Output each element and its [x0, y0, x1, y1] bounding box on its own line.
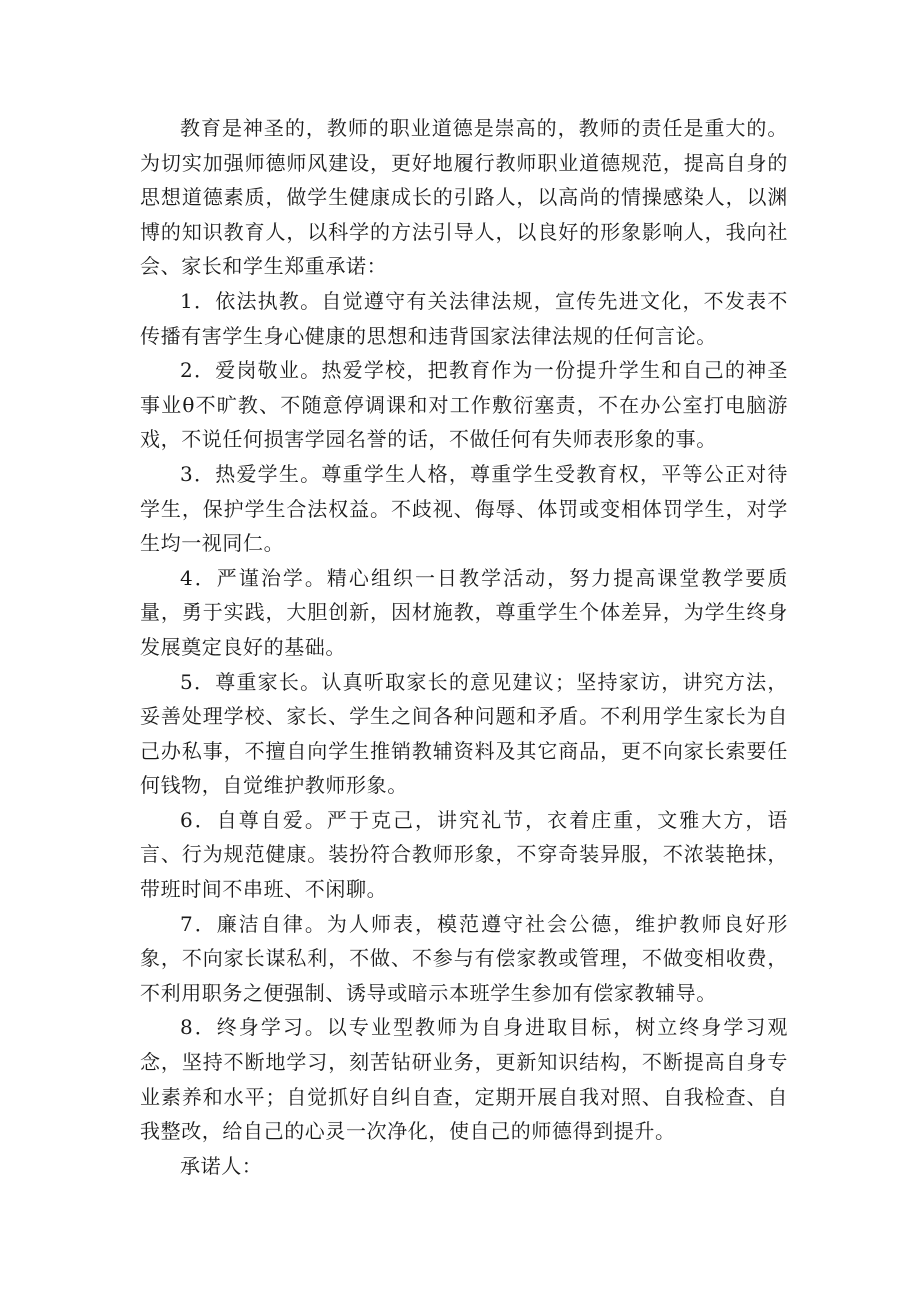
- pledge-item-8: 8．终身学习。以专业型教师为自身进取目标，树立终身学习观念，坚持不断地学习，刻苦钻研业务，更新知识结构，不断提高自身专业素养和水平；自觉抓好自纠自查，定期开展自我对照、自我检查、自我整改，给自己的心灵一次净化，使自己的师德得到提升。: [140, 1015, 788, 1144]
- pledge-item-5: 5．尊重家长。认真听取家长的意见建议；坚持家访，讲究方法，妥善处理学校、家长、学生之间各种问题和矛盾。不利用学生家长为自己办私事，不擅自向学生推销教辅资料及其它商品，更不向家长索要任何钱物，自觉维护教师形象。: [140, 669, 788, 798]
- pledge-item-1: 1．依法执教。自觉遵守有关法律法规，宣传先进文化，不发表不传播有害学生身心健康的思想和违背国家法律法规的任何言论。: [140, 288, 788, 348]
- intro-paragraph: 教育是神圣的，教师的职业道德是崇高的，教师的责任是重大的。为切实加强师德师风建设，更好地履行教师职业道德规范，提高自身的思想道德素质，做学生健康成长的引路人，以高尚的情操感染人，以渊博的知识教育人，以科学的方法引导人，以良好的形象影响人，我向社会、家长和学生郑重承诺：: [140, 116, 788, 279]
- pledge-item-3: 3．热爱学生。尊重学生人格，尊重学生受教育权，平等公正对待学生，保护学生合法权益。不歧视、侮辱、体罚或变相体罚学生，对学生均一视同仁。: [140, 461, 788, 556]
- document-page: [140, 111, 788, 1183]
- pledge-item-7: 7．廉洁自律。为人师表，模范遵守社会公德，维护教师良好形象，不向家长谋私利，不做、不参与有偿家教或管理，不做变相收费，不利用职务之便强制、诱导或暗示本班学生参加有偿家教辅导。: [140, 911, 788, 1005]
- signature-line: 承诺人：: [180, 1153, 263, 1178]
- pledge-item-6: 6．自尊自爱。严于克己，讲究礼节，衣着庄重，文雅大方，语言、行为规范健康。装扮符合教师形象，不穿奇装异服，不浓装艳抹，带班时间不串班、不闲聊。: [140, 807, 788, 902]
- pledge-item-4: 4．严谨治学。精心组织一日教学活动，努力提高课堂教学要质量，勇于实践，大胆创新，因材施教，尊重学生个体差异，为学生终身发展奠定良好的基础。: [140, 565, 788, 659]
- pledge-item-2: 2．爱岗敬业。热爱学校，把教育作为一份提升学生和自己的神圣事业θ不旷教、不随意停调课和对工作敷衍塞责，不在办公室打电脑游戏，不说任何损害学园名誉的话，不做任何有失师表形象的事。: [140, 358, 788, 452]
